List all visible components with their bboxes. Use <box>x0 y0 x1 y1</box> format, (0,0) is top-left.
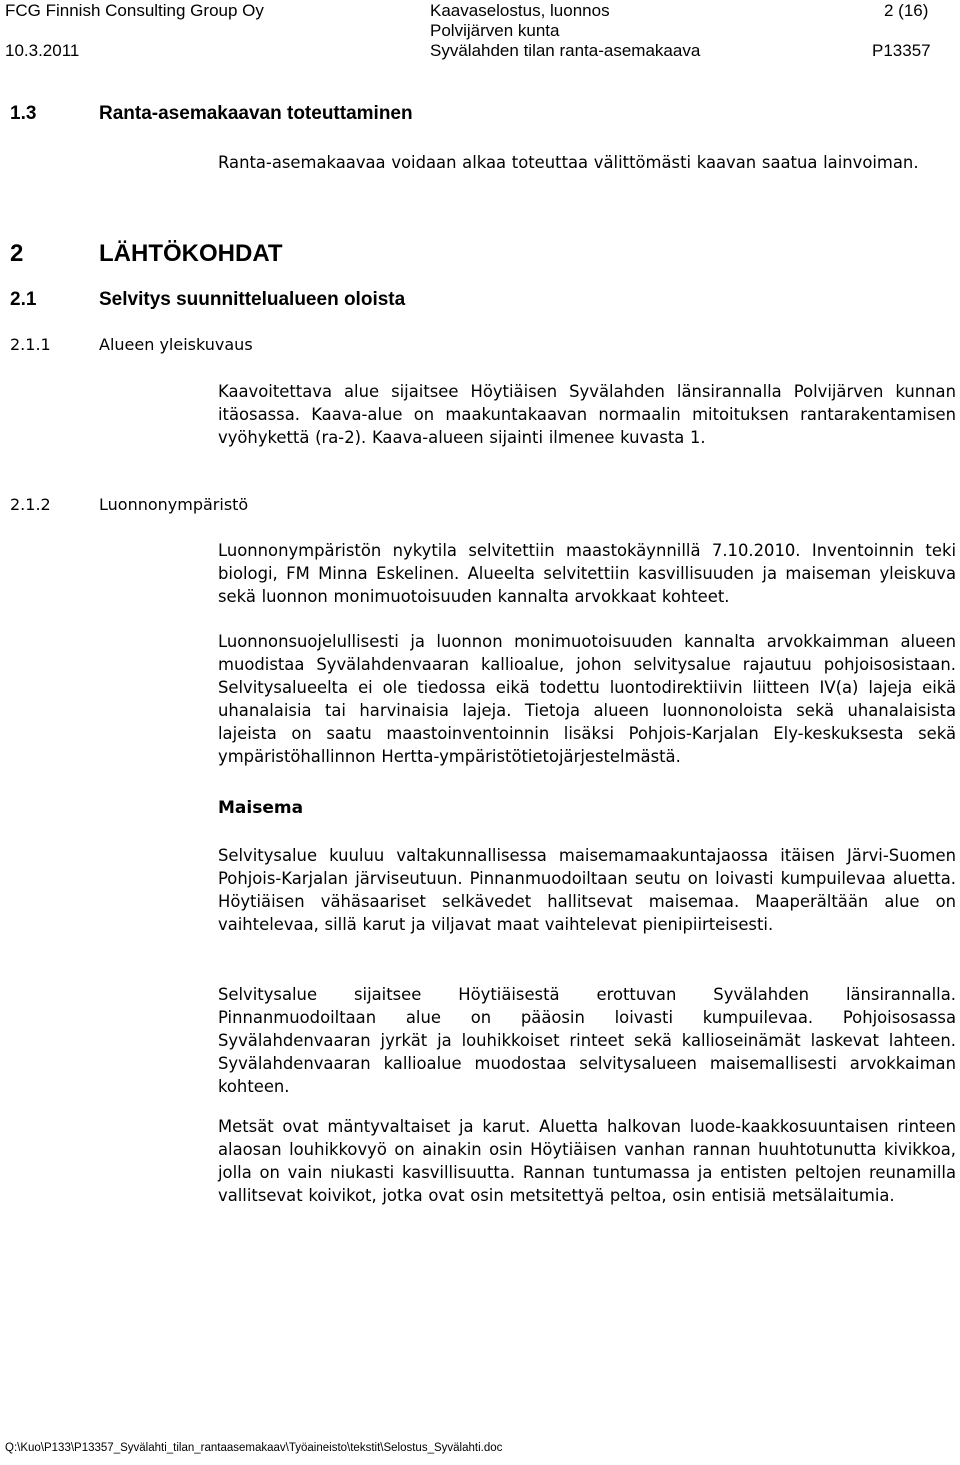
section-2-1-1-title: Alueen yleiskuvaus <box>99 335 253 354</box>
section-2-title: LÄHTÖKOHDAT <box>99 240 283 267</box>
section-2-1-title: Selvitys suunnittelualueen oloista <box>99 289 406 310</box>
header-doc-type: Kaavaselostus, luonnos <box>430 1 610 20</box>
maisema-heading: Maisema <box>218 798 304 818</box>
section-2-number: 2 <box>10 240 24 267</box>
maisema-paragraph-1: Selvitysalue kuuluu valtakunnallisessa maisemamaakuntajaossa itäisen Järvi-Suomen Pohjois-Karjalan järviseutuun. Pinnanmuodoiltaan seutu on loivasti kumpuilevaa aluetta. Höytiäisen vähäsaariset selkävedet hallitsevat maisemaa. Maaperältään alue on vaihtelevaa, sillä karut ja viljavat maat vaihtelevat pienipiirteisesti. <box>218 846 956 934</box>
header-municipality: Polvijärven kunta <box>430 21 560 40</box>
header-company: FCG Finnish Consulting Group Oy <box>5 1 264 20</box>
header-date: 10.3.2011 <box>5 41 80 60</box>
header-page: 2 (16) <box>884 1 929 20</box>
section-2-1-1-text: Kaavoitettava alue sijaitsee Höytiäisen Syvälahden länsirannalla Polvijärven kunnan itäosassa. Kaava-alue on maakuntakaavan normaalin mitoituksen rantarakentamisen vyöhykettä (ra-2). Kaava-alueen sijainti ilmenee kuvasta 1. <box>218 382 956 447</box>
section-1-3-text: Ranta-asemakaavaa voidaan alkaa toteuttaa välittömästi kaavan saatua lainvoiman. <box>218 153 919 172</box>
maisema-paragraph-2: Selvitysalue sijaitsee Höytiäisestä erottuvan Syvälahden länsirannalla. Pinnanmuodoiltaan alue on pääosin loivasti kumpuilevaa. Pohjoisosassa Syvälahdenvaaran jyrkät ja louhikkoiset rinteet sekä kallioseinämät laskevat lahteen. Syvälahdenvaaran kallioalue muodostaa selvitysalueen maisemallisesti arvokkaiman kohteen. <box>218 985 956 1096</box>
luonnonymparisto-paragraph-1: Luonnonympäristön nykytila selvitettiin maastokäynnillä 7.10.2010. Inventoinnin teki biologi, FM Minna Eskelinen. Alueelta selvitettiin kasvillisuuden ja maiseman yleiskuva sekä luonnon monimuotoisuuden kannalta arvokkaat kohteet. <box>218 541 956 606</box>
footer-file-path: Q:\Kuo\P133\P13357_Syvälahti_tilan_rantaasemakaav\Työaineisto\tekstit\Selostus_Syvälahti.doc <box>5 1442 503 1454</box>
section-2-1-1-number: 2.1.1 <box>10 335 51 354</box>
section-1-3-title: Ranta-asemakaavan toteuttaminen <box>99 103 413 124</box>
section-1-3-number: 1.3 <box>10 103 37 124</box>
section-2-1-2-title: Luonnonympäristö <box>99 495 249 514</box>
maisema-paragraph-3: Metsät ovat mäntyvaltaiset ja karut. Aluetta halkovan luode-kaakkosuuntaisen rinteen alaosan louhikkovyö on ainakin osin Höytiäisen vanhan rannan huuhtotunutta kivikkoa, jolla on vain niukasti kasvillisuutta. Rannan tuntumassa ja entisten peltojen reunamilla vallitsevat koivikot, jotka ovat osin metsitettyä peltoa, osin entisiä metsälaitumia. <box>218 1117 956 1205</box>
section-2-1-2-number: 2.1.2 <box>10 495 51 514</box>
luonnonymparisto-paragraph-2: Luonnonsuojelullisesti ja luonnon monimuotoisuuden kannalta arvokkaimman alueen muodistaa Syvälahdenvaaran kallioalue, johon selvitysalue rajautuu pohjoisosistaan. Selvitysalueelta ei ole tiedossa eikä todettu luontodirektiivin liitteen IV(a) lajeja eikä uhanalaisia tai harvinaisia lajeja. Tietoja alueen luonnonoloista sekä uhanalaisista lajeista on saatu maastoinventoinnin lisäksi Pohjois-Karjalan Ely-keskuksesta sekä ympäristöhallinnon Hertta-ympäristötietojärjestelmästä. <box>218 632 956 766</box>
header-project-no: P13357 <box>872 41 931 60</box>
header-plan-name: Syvälahden tilan ranta-asemakaava <box>430 41 701 60</box>
section-2-1-number: 2.1 <box>10 289 37 310</box>
